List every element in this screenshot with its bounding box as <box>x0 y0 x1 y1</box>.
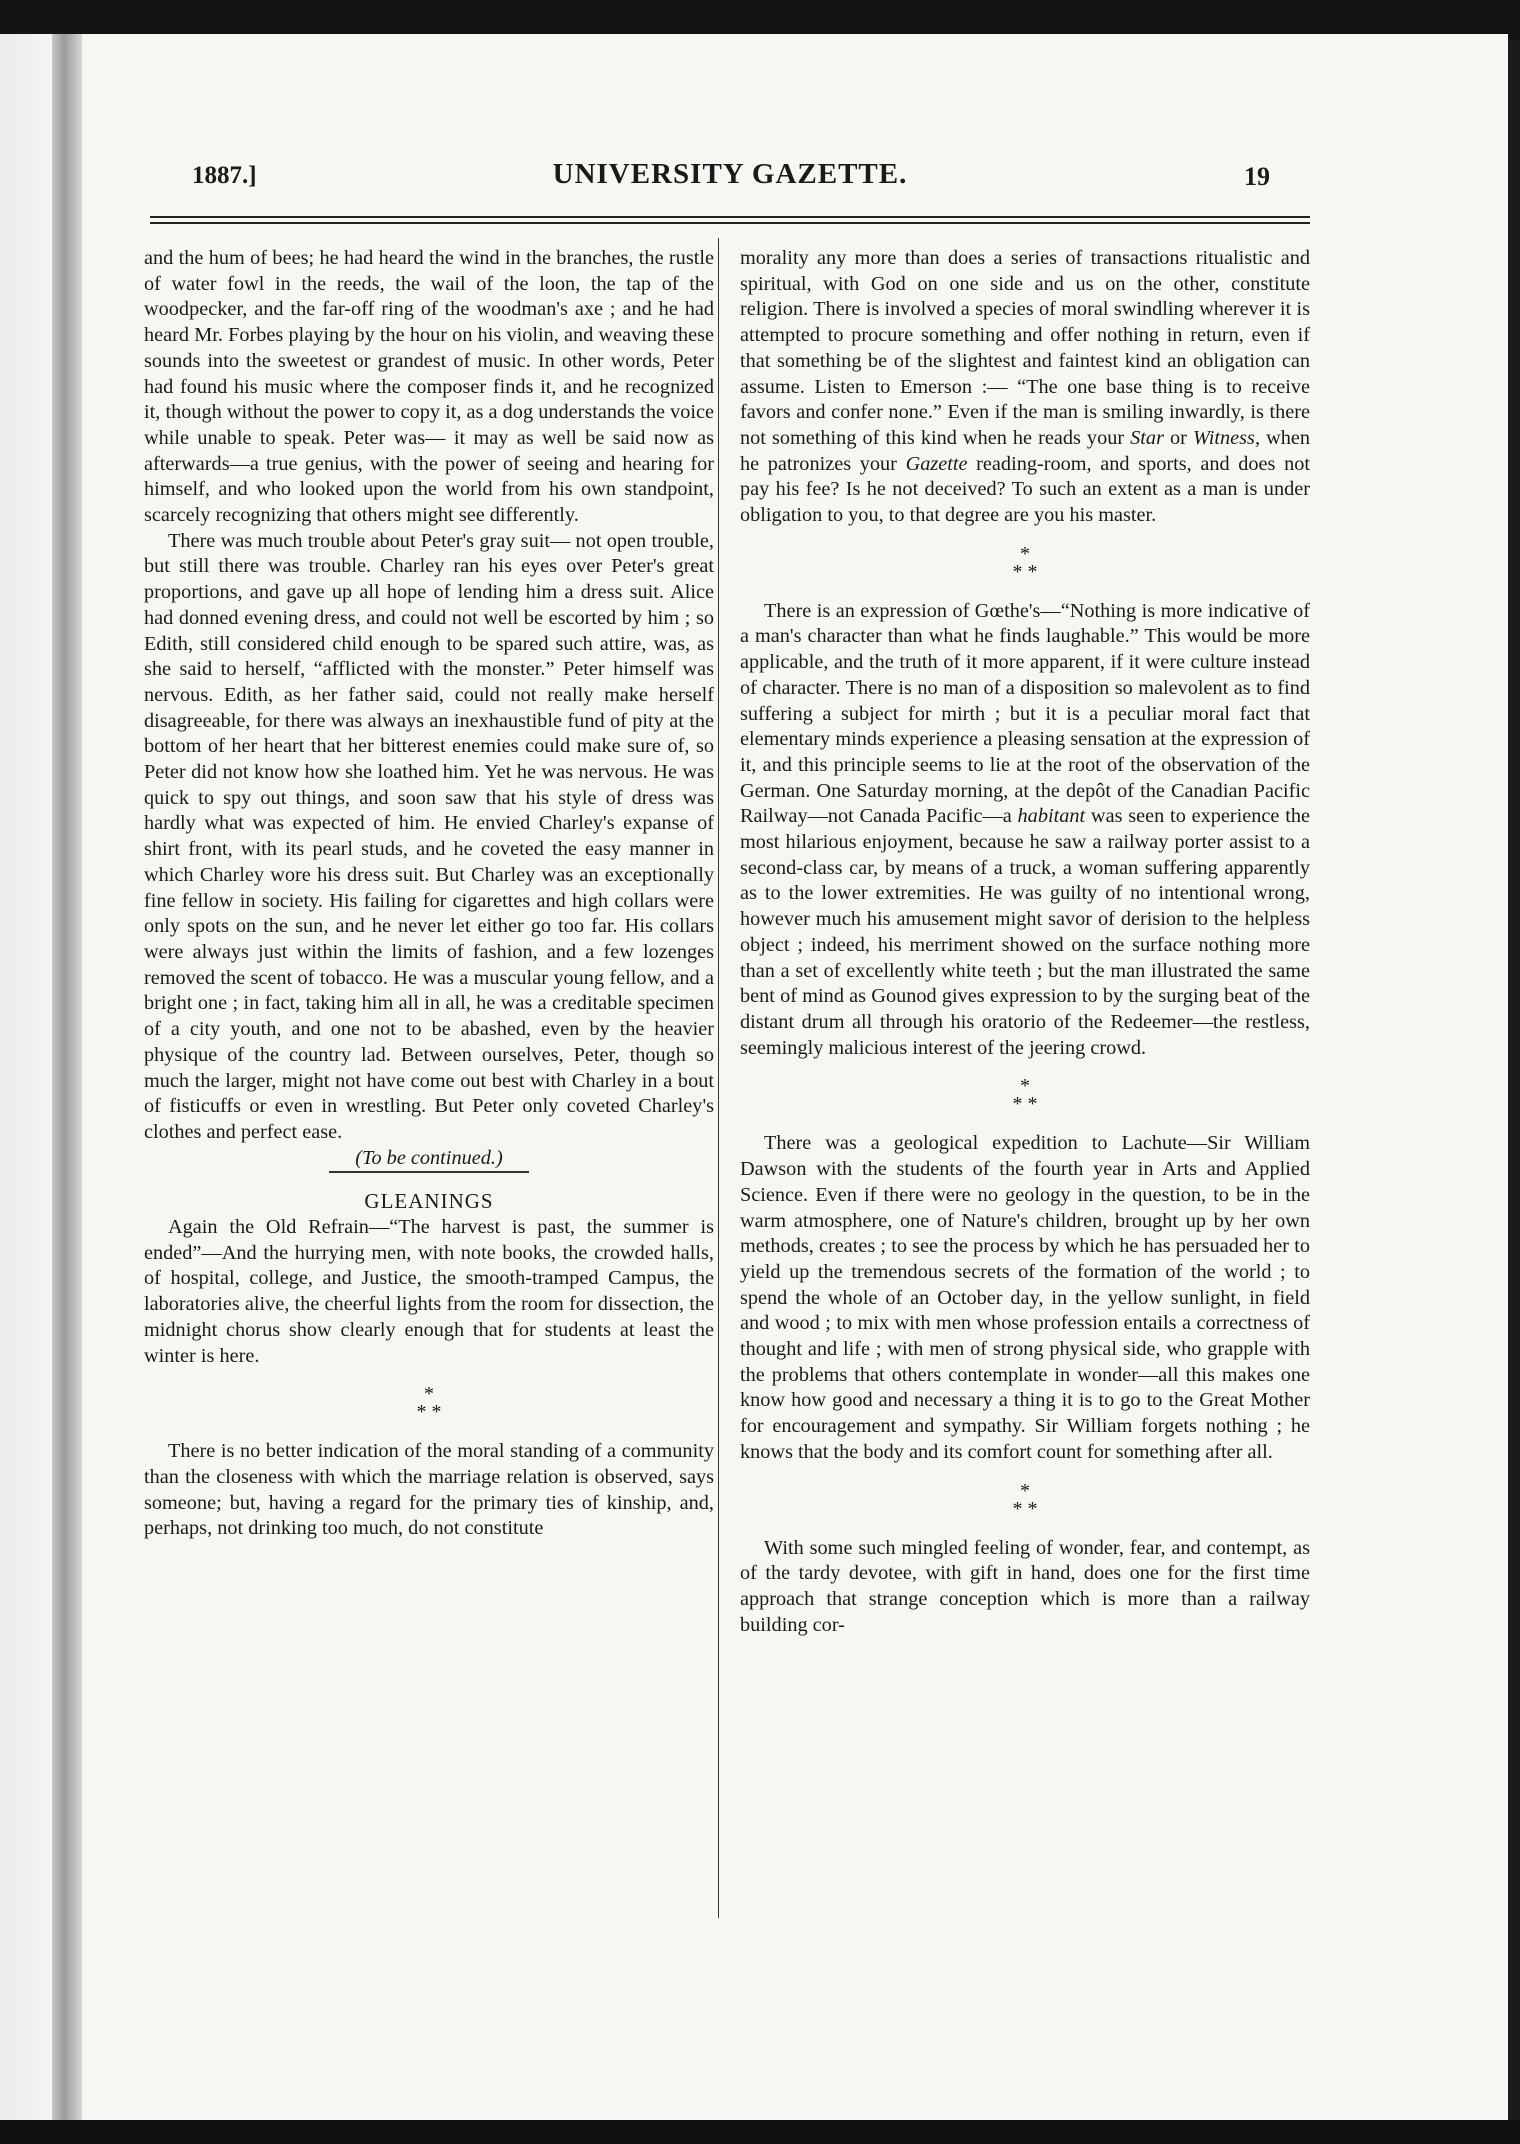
gleanings-paragraph-5: With some such mingled feeling of wonder, fear, and contempt, as of the tardy devotee, with gift in hand, does one for the first time approach that strange conception which is more than a railway building cor- <box>740 1536 1310 1636</box>
italic-word-habitant: habitant <box>1017 805 1086 828</box>
asterism <box>740 542 1310 583</box>
asterism <box>740 1479 1310 1520</box>
asterism-top: * <box>1020 542 1030 565</box>
asterism <box>740 1075 1310 1116</box>
left-column <box>144 246 714 1542</box>
section-heading-gleanings: GLEANINGS <box>364 1189 494 1214</box>
text-run: when he patronizes your <box>740 426 1310 475</box>
asterism-bottom: * * <box>416 1401 442 1424</box>
right-column <box>740 246 1310 1638</box>
asterism-bottom: * * <box>1012 1497 1038 1520</box>
text-run: reading-room, and sports, and does not pay his fee? Is he not deceived? To such an extent as a man is under obligation to you, to that degree are you his master. <box>740 452 1310 527</box>
asterism-bottom: * * <box>1012 560 1038 583</box>
newspaper-name-witness: Witness, <box>1192 426 1261 449</box>
gleanings-paragraph-1: Again the Old Refrain—“The harvest is past, the summer is ended”—And the hurrying men, with note books, the crowded halls, of hospital, college, and Justice, the smooth-tramped Campus, the laboratories alive, the cheerful lights from the room for dissection, the midnight chorus show clearly enough that for students at least the winter is here. <box>144 1216 714 1367</box>
newspaper-name-gazette: Gazette <box>905 452 968 475</box>
gleanings-paragraph-3 <box>740 599 1310 1062</box>
asterism-top: * <box>424 1383 434 1406</box>
story-paragraph-2: There was much trouble about Peter's gray suit— not open trouble, but still there was trouble. Charley ran his eyes over Peter's great proportions, and gave up all hope of lending him a dress suit. Alice had donned evening dress, and could not well be escorted by him ; so Edith, still considered child enough to be spared such attire, was, as she said to herself, “afflicted with the monster.” Peter himself was nervous. Edith, as her father said, could not really make herself disagreeable, for there was always an inexhaustible fund of pity at the bottom of her heart that her bitterest enemies could make sure of, so Peter did not know how she loathed him. Yet he was nervous. He was quick to spy out things, and soon saw that his style of dress was hardly what was expected of him. He envied Charley's expanse of shirt front, with its pearl studs, and he coveted the easy manner in which Charley wore his dress suit. But Charley was an exceptionally fine fellow in society. His failing for cigarettes and high collars were only spots on the sun, and he never let either go too far. His collars were always just within the limits of fashion, and a few lozenges removed the scent of tobacco. He was a muscular young fellow, and a bright one ; in fact, taking him all in all, he was a creditable specimen of a city youth, and one not to be abashed, even by the heavier physique of the country lad. Between ourselves, Peter, though so much the larger, might not have come out best with Charley in a bout of fisticuffs or even in wrestling. But Peter only coveted Charley's clothes and perfect ease. <box>144 529 714 1143</box>
scan-border-bottom <box>0 2120 1520 2144</box>
page-number: 19 <box>1244 162 1270 191</box>
newspaper-name-star: Star <box>1130 426 1164 449</box>
header-rule-bottom <box>150 222 1310 224</box>
page-gutter <box>0 34 52 2120</box>
text-run: or <box>1163 426 1193 449</box>
header-rule-top <box>150 216 1310 218</box>
section-rule <box>329 1171 529 1173</box>
asterism <box>144 1383 714 1424</box>
text-run: morality any more than does a series of transactions ritualistic and spiritual, with God on one side and us on the other, constitute religion. There is involved a species of moral swindling wherever it is attempted to procure something and offer nothing in return, even if that something be of the slightest and faintest kind an obligation can assume. Listen to Emerson :— “The one base thing is to receive favors and confer none.” Even if the man is smiling inwardly, is there not something of this kind when he reads your <box>740 247 1310 449</box>
continued-note: (To be continued.) <box>355 1146 503 1169</box>
story-paragraph-1: and the hum of bees; he had heard the wind in the branches, the rustle of water fowl in the reeds, the wail of the loon, the tap of the woodpecker, and the far-off ring of the woodman's axe ; and he had heard Mr. Forbes playing by the hour on his violin, and weaving these sounds into the sweetest or grandest of music. In other words, Peter had found his music where the composer finds it, and he recognized it, though without the power to copy it, as a dog understands the voice while unable to speak. Peter was— it may as well be said now as afterwards—a true genius, with the power of seeing and hearing for himself, and who looked upon the world from his own standpoint, scarcely recognizing that others might see differently. <box>144 247 714 527</box>
asterism-bottom: * * <box>1012 1093 1038 1116</box>
publication-title: UNIVERSITY GAZETTE. <box>552 158 908 190</box>
asterism-top: * <box>1020 1479 1030 1502</box>
header-year: 1887.] <box>192 162 257 189</box>
text-run: There is an expression of Gœthe's—“Nothing is more indicative of a man's character than what he finds laughable.” This would be more applicable, and the truth of it more apparent, if it were culture instead of character. There is no man of a disposition so malevolent as to find suffering a subject for mirth ; but it is a peculiar moral fact that elementary minds experience a pleasing sensation at the expression of it, and this principle seems to lie at the root of the observation of the German. One Saturday morning, at the depôt of the Canadian Pacific Railway—not Canada Pacific—a <box>740 599 1310 828</box>
running-header <box>150 142 1310 202</box>
binding-shadow <box>52 34 82 2120</box>
gleanings-paragraph-2-continued <box>740 246 1310 529</box>
text-run: was seen to experience the most hilarious enjoyment, because he saw a railway porter assist to a second-class car, by means of a truck, a woman suffering apparently as to the lower extremities. He was guilty of no intentional wrong, however much his amusement might savor of derision to the helpless object ; indeed, his merriment showed on the surface nothing more than a set of excellently white teeth ; but the man illustrated the same bent of mind as Gounod gives expression to by the surging beat of the distant drum all through his oratorio of the Redeemer—the restless, seemingly malicious interest of the jeering crowd. <box>740 805 1310 1059</box>
asterism-top: * <box>1020 1075 1030 1098</box>
gleanings-paragraph-2: There is no better indication of the moral standing of a community than the closeness with which the marriage relation is observed, says someone; but, having a regard for the primary ties of kinship, and, perhaps, not drinking too much, do not constitute <box>144 1440 714 1540</box>
column-divider <box>718 238 719 1918</box>
gleanings-paragraph-4: There was a geological expedition to Lachute—Sir William Dawson with the students of the fourth year in Arts and Applied Science. Even if there were no geology in the question, to be in the warm atmosphere, one of Nature's children, brought up by her own methods, creates ; to see the process by which he has persuaded her to yield up the tremendous secrets of the formation of the world ; to spend the whole of an October day, in the yellow sunlight, in field and wood ; to mix with men whose profession entails a correctness of thought and life ; with men of strong physical side, who grapple with the problems that others contemplate in wonder—all this makes one know how good and necessary a thing it is to go to the Great Mother for encouragement and sympathy. Sir William forgets nothing ; he knows that the body and its comfort count for something after all. <box>740 1132 1310 1463</box>
